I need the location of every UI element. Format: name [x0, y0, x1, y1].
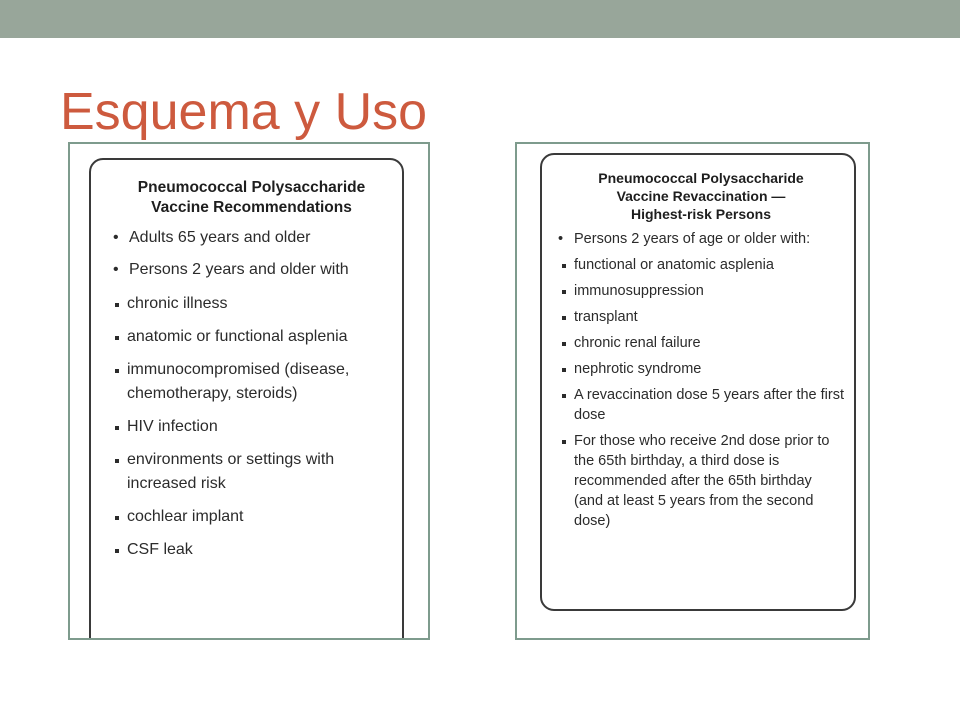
sub-list-item: environments or settings with increased risk [115, 448, 390, 496]
slide-title: Esquema y Uso [60, 83, 428, 141]
sub-list-item: immunocompromised (disease, chemotherapy, steroids) [115, 358, 390, 406]
card-title-line: Pneumococcal Polysaccharide [598, 170, 804, 186]
sub-list-item: nephrotic syndrome [562, 359, 844, 379]
highest-risk-list [562, 255, 844, 531]
sub-list-item: functional or anatomic asplenia [562, 255, 844, 275]
revaccination-list [558, 229, 844, 249]
recommendations-list [113, 226, 390, 282]
sub-list-item: A revaccination dose 5 years after the first dose [562, 385, 844, 425]
sub-list-item: chronic renal failure [562, 333, 844, 353]
sub-list-item: CSF leak [115, 538, 390, 562]
recommendations-card-title [113, 178, 390, 218]
sub-list-item: immunosuppression [562, 281, 844, 301]
list-item-label: Persons 2 years and older with [129, 261, 349, 278]
list-item: • Adults 65 years and older [113, 226, 390, 250]
list-item [113, 258, 390, 282]
card-title-line: Vaccine Revaccination — [616, 188, 786, 204]
list-item: • Persons 2 years of age or older with: [558, 229, 844, 249]
sub-list-item: cochlear implant [115, 505, 390, 529]
recommendations-card [89, 158, 404, 640]
sub-list-item: For those who receive 2nd dose prior to the 65th birthday, a third dose is recommended after the 65th birthday (and at least 5 years from the second dose) [562, 431, 844, 531]
top-accent-bar [0, 0, 960, 38]
card-title-line: Highest-risk Persons [630, 206, 772, 222]
revaccination-card-title [558, 169, 844, 223]
sub-list-item: chronic illness [115, 292, 390, 316]
card-title-line: Vaccine Recommendations [151, 199, 352, 216]
card-title-line: Pneumococcal Polysaccharide [137, 179, 366, 196]
sub-list-item: anatomic or functional asplenia [115, 325, 390, 349]
left-image-panel [68, 142, 430, 640]
sub-list-item: HIV infection [115, 415, 390, 439]
revaccination-card [540, 153, 856, 611]
sub-list-item: transplant [562, 307, 844, 327]
right-image-panel [515, 142, 870, 640]
conditions-list [115, 292, 390, 562]
